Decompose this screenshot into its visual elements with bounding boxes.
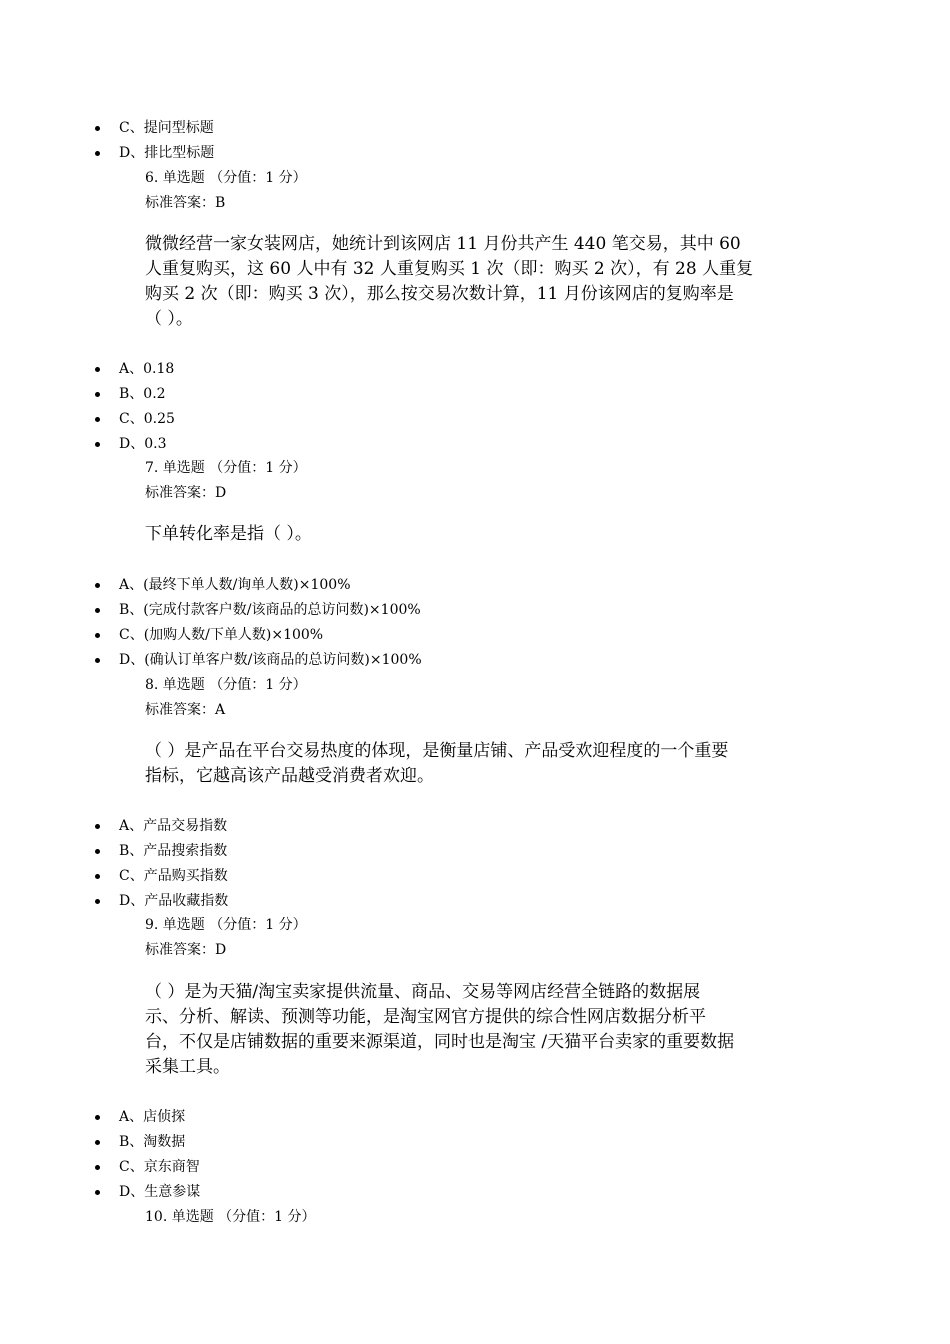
bullet-icon	[95, 417, 100, 422]
stem-line: 人重复购买，这 60 人中有 32 人重复购买 1 次（即：购买 2 次），有 28 人重复	[145, 259, 754, 279]
question-header: 7. 单选题 （分值：1 分）	[145, 460, 307, 476]
option-text: B、淘数据	[119, 1134, 186, 1150]
option-text: B、(完成付款客户数/该商品的总访问数)×100%	[119, 602, 421, 618]
question-stem	[145, 980, 810, 1080]
stem-line: 下单转化率是指（ ）。	[145, 524, 312, 544]
bullet-icon	[95, 392, 100, 397]
option-text: A、店侦探	[119, 1109, 186, 1125]
option-text: C、产品购买指数	[119, 868, 228, 884]
option-text: D、0.3	[119, 436, 167, 452]
stem-line: 购买 2 次（即：购买 3 次），那么按交易次数计算，11 月份该网店的复购率是	[145, 284, 734, 304]
bullet-icon	[95, 824, 100, 829]
stem-line: 指标，它越高该产品越受消费者欢迎。	[145, 766, 434, 786]
bullet-icon	[95, 849, 100, 854]
option-text: D、排比型标题	[119, 145, 215, 161]
standard-answer: 标准答案：D	[145, 942, 227, 958]
stem-line: （ ）是产品在平台交易热度的体现，是衡量店铺、产品受欢迎程度的一个重要	[145, 741, 729, 761]
stem-line: 台，不仅是店铺数据的重要来源渠道，同时也是淘宝 /天猫平台卖家的重要数据	[145, 1032, 735, 1052]
question-stem	[145, 232, 810, 332]
option-text: B、产品搜索指数	[119, 843, 228, 859]
option-text: D、生意参谋	[119, 1184, 201, 1200]
stem-line: 示、分析、解读、预测等功能，是淘宝网官方提供的综合性网店数据分析平	[145, 1007, 706, 1027]
bullet-icon	[95, 633, 100, 638]
question-stem	[145, 739, 810, 789]
bullet-icon	[95, 583, 100, 588]
option-text: C、0.25	[119, 411, 175, 427]
option-text: C、京东商智	[119, 1159, 200, 1175]
bullet-icon	[95, 1190, 100, 1195]
standard-answer: 标准答案：D	[145, 485, 227, 501]
bullet-icon	[95, 151, 100, 156]
bullet-icon	[95, 442, 100, 447]
bullet-icon	[95, 1140, 100, 1145]
bullet-icon	[95, 874, 100, 879]
standard-answer: 标准答案：A	[145, 702, 226, 718]
option-text: A、0.18	[119, 361, 175, 377]
bullet-icon	[95, 658, 100, 663]
bullet-icon	[95, 899, 100, 904]
stem-line: 微微经营一家女装网店，她统计到该网店 11 月份共产生 440 笔交易，其中 60	[145, 234, 741, 254]
option-text: C、提问型标题	[119, 120, 214, 136]
option-text: D、(确认订单客户数/该商品的总访问数)×100%	[119, 652, 422, 668]
option-text: A、(最终下单人数/询单人数)×100%	[119, 577, 351, 593]
question-header: 10. 单选题 （分值：1 分）	[145, 1209, 316, 1225]
stem-line: 采集工具。	[145, 1057, 230, 1077]
option-text: B、0.2	[119, 386, 166, 402]
question-header: 8. 单选题 （分值：1 分）	[145, 677, 307, 693]
bullet-icon	[95, 1115, 100, 1120]
bullet-icon	[95, 1165, 100, 1170]
question-header: 9. 单选题 （分值：1 分）	[145, 917, 307, 933]
option-text: C、(加购人数/下单人数)×100%	[119, 627, 324, 643]
stem-line: （ ）是为天猫/淘宝卖家提供流量、商品、交易等网店经营全链路的数据展	[145, 982, 701, 1002]
option-text: A、产品交易指数	[119, 818, 228, 834]
question-stem	[145, 522, 810, 547]
standard-answer: 标准答案：B	[145, 195, 226, 211]
bullet-icon	[95, 608, 100, 613]
bullet-icon	[95, 126, 100, 131]
question-header: 6. 单选题 （分值：1 分）	[145, 170, 307, 186]
bullet-icon	[95, 367, 100, 372]
option-text: D、产品收藏指数	[119, 893, 229, 909]
stem-line: （ ）。	[145, 309, 193, 329]
